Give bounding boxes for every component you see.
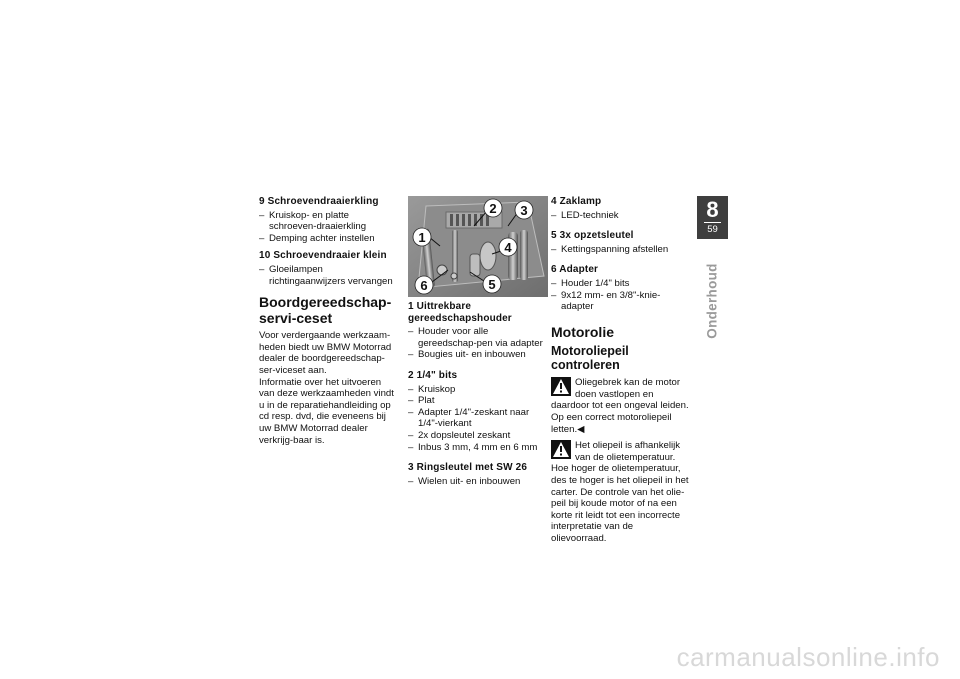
list-item: – Plat (408, 395, 548, 407)
chapter-side-label (696, 256, 728, 346)
list-small-screwdriver (259, 264, 395, 287)
section-title-engine-oil: Motorolie (551, 323, 614, 340)
watermark: carmanualsonline.info (676, 642, 940, 672)
list-item: – Gloeilampen richtingaanwijzers vervangen (259, 264, 395, 287)
callout-5: 5 (488, 277, 496, 292)
list-bits (408, 384, 548, 454)
chapter-title: Onderhoud (704, 263, 720, 339)
toolkit-figure (408, 196, 548, 297)
column-middle (408, 301, 548, 487)
section-title-service-set: Boordgereedschap-servi-ceset (259, 294, 392, 326)
divider (704, 222, 721, 223)
list-flashlight (551, 210, 691, 222)
callout-6: 6 (420, 278, 428, 293)
chapter-tab (697, 196, 728, 239)
heading-ring-spanner: 3 Ringsleutel met SW 26 (408, 462, 528, 474)
list-tool-holder (408, 326, 548, 361)
list-item: – Bougies uit- en inbouwen (408, 349, 548, 361)
toolkit-photo (408, 196, 548, 297)
list-item: – 9x12 mm- en 3/8"-knie-adapter (551, 290, 691, 313)
list-item: – Demping achter instellen (259, 233, 395, 245)
list-item: – Kruiskop (408, 384, 548, 396)
list-item: – Adapter 1/4"-zeskant naar 1/4"-vierkant (408, 407, 548, 430)
warning-text: Het oliepeil is afhankelijk van de olietemperatuur. (575, 440, 681, 463)
heading-adapter: 6 Adapter (551, 264, 599, 276)
list-item: – Kruiskop- en platte schroeven-draaierkling (259, 210, 395, 233)
paragraph: Hoe hoger de olietemperatuur, des te hoger is het oliepeil in het carter. De controle van het olie-peil bij koude motor of na een korte rit leidt tot een incorrecte interpretatie van de olievoorraad. (551, 463, 689, 544)
callout-2: 2 (489, 201, 497, 216)
warning-oil-temperature (551, 440, 691, 544)
warning-oil-shortage (551, 377, 691, 435)
list-socket-wrench (551, 244, 691, 256)
list-item: – Inbus 3 mm, 4 mm en 6 mm (408, 442, 548, 454)
list-ring-spanner (408, 476, 548, 488)
callout-4: 4 (504, 240, 512, 255)
subsection-title-check-oil-level: Motoroliepeil controleren (551, 344, 629, 373)
column-left (259, 196, 395, 446)
list-item: – 2x dopsleutel zeskant (408, 430, 548, 442)
callout-1: 1 (418, 230, 426, 245)
list-screwdriver-blade (259, 210, 395, 245)
warning-icon (551, 440, 571, 459)
heading-bits: 2 1/4" bits (408, 369, 458, 381)
warning-icon (551, 377, 571, 396)
list-item: – Wielen uit- en inbouwen (408, 476, 548, 488)
chapter-number: 8 (706, 197, 719, 222)
heading-flashlight: 4 Zaklamp (551, 196, 602, 207)
callout-3: 3 (520, 203, 528, 218)
column-right (551, 196, 691, 545)
paragraph: Informatie over het uitvoeren van deze werkzaamheden vindt u in de reparatiehandleiding op cd resp. dvd, die eveneens bij uw BMW Motorrad dealer verkrijg-baar is. (259, 376, 394, 446)
list-item: – Houder voor alle gereedschap-pen via adapter (408, 326, 548, 349)
list-adapter (551, 278, 691, 313)
heading-small-screwdriver: 10 Schroevendraaier klein (259, 250, 387, 262)
heading-screwdriver-blade: 9 Schroevendraaierkling (259, 196, 379, 207)
page-number: 59 (707, 224, 718, 235)
list-item: – LED-techniek (551, 210, 691, 222)
heading-socket-wrench: 5 3x opzetsleutel (551, 230, 634, 242)
warning-text: Oliegebrek kan de motor doen vastlopen en daardoor tot een ongeval leiden. (551, 377, 689, 412)
list-item: – Kettingspanning afstellen (551, 244, 691, 256)
paragraph: Voor verdergaande werkzaam-heden biedt uw BMW Motorrad dealer de boordgereedschap-ser-viceset aan. (259, 330, 392, 376)
warning-text: Op een correct motoroliepeil letten.◀ (551, 412, 672, 435)
list-item: – Houder 1/4" bits (551, 278, 691, 290)
heading-tool-holder: 1 Uittrekbare gereedschapshouder (408, 301, 512, 324)
